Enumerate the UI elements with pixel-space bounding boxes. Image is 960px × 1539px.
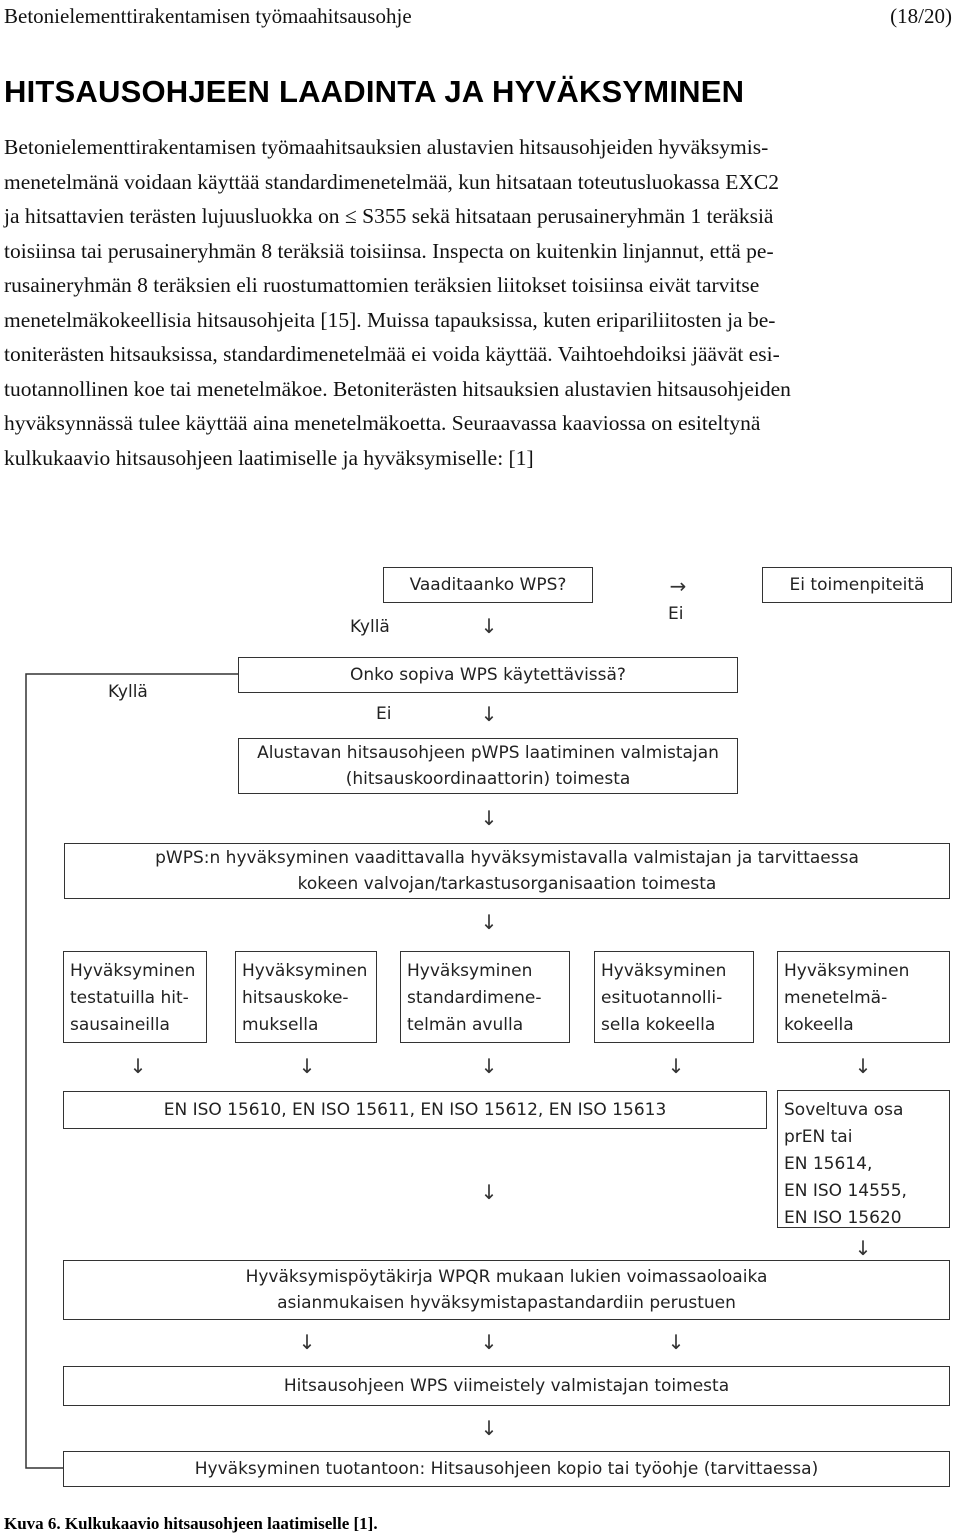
paragraph-line: tuotannollinen koe tai menetelmäkoe. Betoniterästen hitsauksien alustavien hitsausohjeiden [4,376,791,401]
paragraph-line: kulkukaavio hitsausohjeen laatimiselle ja hyväksymiselle: [1] [4,445,534,470]
paragraph-line: Betonielementtirakentamisen työmaahitsauksien alustavien hitsausohjeiden hyväksymis- [4,135,769,159]
arrow-right-icon: → [669,574,687,598]
label-no-2: Ei [376,704,392,724]
arrow-down-icon: ↓ [854,1054,872,1078]
pwps-creation-box [238,738,738,794]
pwps-approval-box [64,843,950,899]
wps-available-question-box [238,657,738,693]
wps-required-question-box [383,567,593,603]
method-line: Hyväksyminen [784,961,910,981]
standards-side-line: EN ISO 15620 [784,1208,902,1228]
method-line: Hyväksyminen [70,961,196,981]
standards-side-line: EN 15614, [784,1154,873,1174]
method-line: telmän avulla [407,1015,524,1035]
paragraph-line: menetelmäkokeellisia hitsausohjeita [15]. Muissa tapauksissa, kuten eripariliitosten ja be- [4,307,776,332]
section-heading: HITSAUSOHJEEN LAADINTA JA HYVÄKSYMINEN [4,74,745,109]
label-no: Ei [668,604,684,624]
pwps-creation-line: (hitsauskoordinaattorin) toimesta [345,769,631,789]
wpqr-box [63,1260,950,1320]
figure-caption: Kuva 6. Kulkukaavio hitsausohjeen laatimiselle [1]. [4,1514,378,1533]
wps-required-question: Vaaditaanko WPS? [409,575,567,595]
method-line: menetelmä- [784,988,888,1008]
standards-side-box [777,1090,950,1228]
method-line: esituotannolli- [601,988,723,1008]
final-wps-box [63,1366,950,1406]
arrow-down-icon: ↓ [480,702,498,726]
arrow-down-icon: ↓ [480,614,498,638]
standards-main-box [63,1091,767,1129]
arrow-down-icon: ↓ [480,1416,498,1440]
arrow-down-icon: ↓ [298,1054,316,1078]
method-line: Hyväksyminen [407,961,533,981]
method-line: hitsauskoke- [242,988,349,1008]
arrow-down-icon: ↓ [480,910,498,934]
arrow-down-icon: ↓ [480,1180,498,1204]
arrow-down-icon: ↓ [667,1054,685,1078]
arrow-down-icon: ↓ [129,1054,147,1078]
pwps-creation-line: Alustavan hitsausohjeen pWPS laatiminen valmistajan [257,743,719,763]
method-box-tested-consumables [63,951,207,1043]
standards-side-line: EN ISO 14555, [784,1181,907,1201]
wps-available-question: Onko sopiva WPS käytettävissä? [350,665,626,685]
production-approval-box [63,1451,950,1487]
wpqr-line: asianmukaisen hyväksymistapastandardiin perustuen [277,1293,736,1313]
method-box-preproduction-test [594,951,754,1043]
production-approval-label: Hyväksyminen tuotantoon: Hitsausohjeen kopio tai työohje (tarvittaessa) [194,1459,819,1479]
method-line: testatuilla hit- [70,988,189,1008]
paragraph-line: hyväksynnässä tulee käyttää aina menetelmäkoetta. Seuraavassa kaaviossa on esiteltynä [4,411,761,435]
standards-side-line: Soveltuva osa [784,1100,904,1120]
label-yes: Kyllä [350,617,390,637]
method-line: standardimene- [407,988,542,1008]
method-line: Hyväksyminen [601,961,727,981]
method-line: sausaineilla [70,1015,170,1035]
arrow-down-icon: ↓ [854,1236,872,1260]
paragraph-line: menetelmänä voidaan käyttää standardimenetelmää, kun hitsataan toteutusluokassa EXC2 [4,169,779,194]
paragraph-line: ja hitsattavien terästen lujuusluokka on ≤ S355 sekä hitsataan perusaineryhmän 1 teräksiä [4,204,774,228]
no-action-label: Ei toimenpiteitä [789,575,925,595]
arrow-down-icon: ↓ [480,1330,498,1354]
paragraph-line: toniterästen hitsauksissa, standardimenetelmää ei voida käyttää. Vaihtoehdoiksi jäävät esi- [4,342,780,366]
label-yes-bypass: Kyllä [108,682,148,702]
method-line: Hyväksyminen [242,961,368,981]
standards-main-label: EN ISO 15610, EN ISO 15611, EN ISO 15612, EN ISO 15613 [163,1100,667,1120]
method-box-standard-procedure [400,951,570,1043]
method-box-welding-experience [235,951,377,1043]
paragraph-line: rusaineryhmän 8 teräksien eli ruostumattomien teräksien liitokset toisiinsa eivät tarvitse [4,273,760,297]
final-wps-label: Hitsausohjeen WPS viimeistely valmistajan toimesta [283,1376,730,1396]
pwps-approval-line: kokeen valvojan/tarkastusorganisaation toimesta [297,874,717,894]
paragraph-line: toisiinsa tai perusaineryhmän 8 teräksiä toisiinsa. Inspecta on kuitenkin linjannut, että pe- [4,238,774,263]
page-indicator: (18/20) [890,4,952,28]
no-action-box [762,567,952,603]
method-box-procedure-test [777,951,950,1043]
arrow-down-icon: ↓ [667,1330,685,1354]
running-header-title: Betonielementtirakentamisen työmaahitsausohje [4,4,412,28]
pwps-approval-line: pWPS:n hyväksyminen vaadittavalla hyväksymistavalla valmistajan ja tarvittaessa [155,848,859,868]
wpqr-line: Hyväksymispöytäkirja WPQR mukaan lukien voimassaoloaika [245,1267,768,1287]
arrow-down-icon: ↓ [298,1330,316,1354]
body-paragraph [4,130,954,475]
method-line: muksella [242,1015,319,1035]
method-line: sella kokeella [601,1015,716,1035]
method-line: kokeella [784,1015,854,1035]
arrow-down-icon: ↓ [480,1054,498,1078]
standards-side-line: prEN tai [784,1127,853,1147]
arrow-down-icon: ↓ [480,806,498,830]
